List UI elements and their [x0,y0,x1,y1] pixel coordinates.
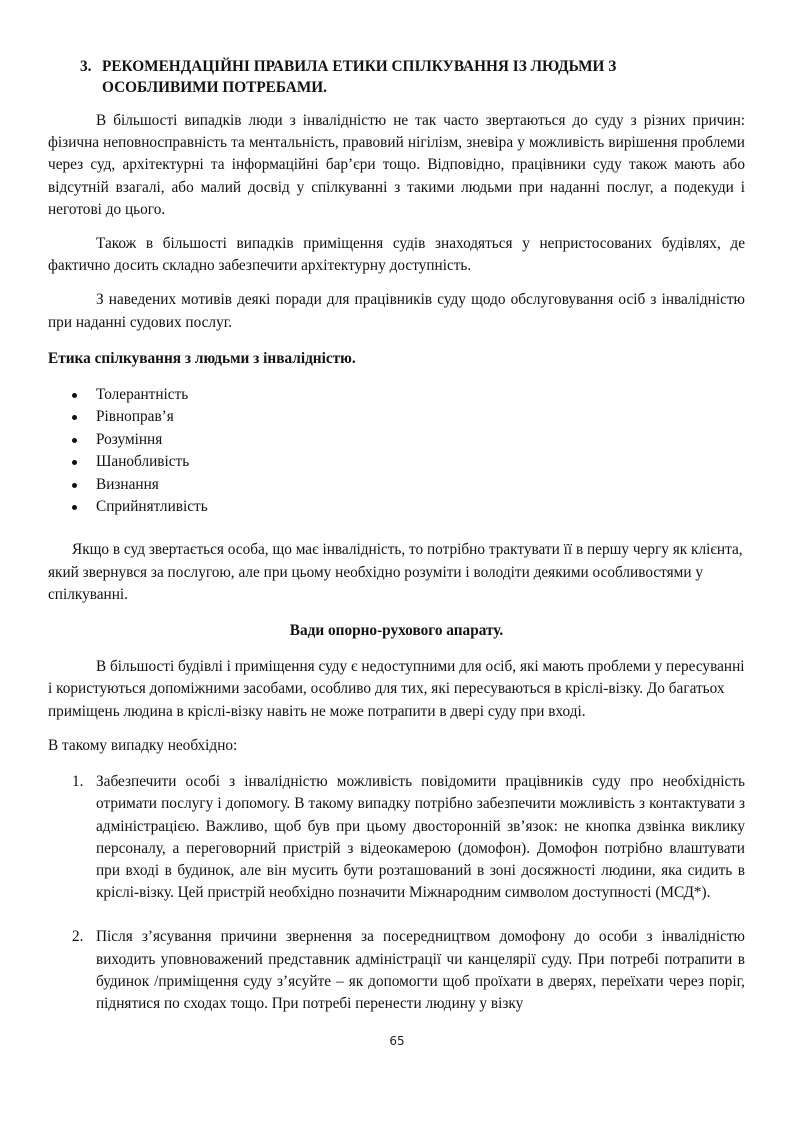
list-item: Рівноправ’я [48,406,745,428]
necessary-paragraph: В такому випадку необхідно: [48,736,238,754]
list-item: Розуміння [48,429,745,451]
mobility-heading: Вади опорно-рухового апарату. [289,622,504,640]
section-title-line1: РЕКОМЕНДАЦІЙНІ ПРАВИЛА ЕТИКИ СПІЛКУВАННЯ ІЗ ЛЮДЬМИ З [102,58,617,75]
document-page [48,56,745,1015]
list-item: Толерантність [48,384,745,406]
ethics-heading: Етика спілкування з людьми з інвалідністю. [48,349,356,367]
buildings-paragraph: Також в більшості випадків приміщення судів знаходяться у непристосованих будівлях, де фактично досить складно забезпечити архітектурну доступність. [48,235,745,275]
ethics-list [48,384,745,518]
page-number: 65 [389,1034,405,1048]
bullet-icon [72,415,77,420]
bullet-icon [72,505,77,510]
bullet-icon [72,483,77,488]
advice-paragraph: З наведених мотивів деякі поради для працівників суду щодо обслуговування осіб з інвалідністю при наданні судових послуг. [48,291,745,331]
list-item: Сприйнятливість [48,496,745,518]
section-number: 3. [80,58,92,75]
list-item: Шанобливість [48,451,745,473]
intro-paragraph: В більшості випадків люди з інвалідністю не так часто звертаються до суду з різних причин: фізична неповносправність та ментальність, правовий нігілізм, зневіра у можливість вирішення проблеми через суд, архітектурні та інформаційні бар’єри тощо. Відповідно, працівники суду також мають або відсутній взагалі, або малий досвід у спілкуванні з такими людьми при наданні послуг, а подекуди і неготові до цього. [48,112,745,218]
bullet-icon [72,438,77,443]
step-number: 1. [72,773,84,791]
inaccessible-paragraph: В більшості будівлі і приміщення суду є недоступними для осіб, які мають проблеми у пересуванні і користуються допоміжними засобами, особливо для тих, які пересуваються в кріслі-візку. До багатьох приміщень людина в кріслі-візку навіть не може потрапити в двері суду при вході. [48,658,745,720]
step-item [48,771,745,904]
bullet-icon [72,460,77,465]
step-item [48,926,745,1015]
step-text: Забезпечити особі з інвалідністю можливість повідомити працівників суду про необхідність отримати послугу і допомогу. В такому випадку потрібно забезпечити можливість з контактувати з адміністрацією. Важливо, щоб був при цьому двосторонній зв’язок: не кнопка дзвінка виклику персоналу, а переговорний пристрій з відеокамерою (домофон). Домофон потрібно влаштувати при вході в будинок, але він мусить бути розташований в зоні досяжності людини, яка сидить в кріслі-візку. Цей пристрій необхідно позначити Міжнародним символом доступності (МСД*). [96,773,745,902]
section-heading [48,56,745,98]
steps-list [48,771,745,1015]
client-paragraph: Якщо в суд звертається особа, що має інвалідність, то потрібно трактувати її в першу чергу як клієнта, який звернувся за послугою, але при цьому необхідно розуміти і володіти деякими особливостями у спілкуванні. [48,541,743,603]
step-number: 2. [72,928,84,946]
step-text: Після з’ясування причини звернення за посередництвом домофону до особи з інвалідністю виходить уповноважений представник адміністрації чи канцелярії суду. При потребі потрапити в будинок /приміщення суду з’ясуйте – як допомогти щоб проїхати в дверях, переїхати через поріг, піднятися по сходах тощо. При потребі перенести людину у візку [96,928,745,1012]
list-item: Визнання [48,474,745,496]
section-title-line2: ОСОБЛИВИМИ ПОТРЕБАМИ. [102,79,327,96]
bullet-icon [72,393,77,398]
